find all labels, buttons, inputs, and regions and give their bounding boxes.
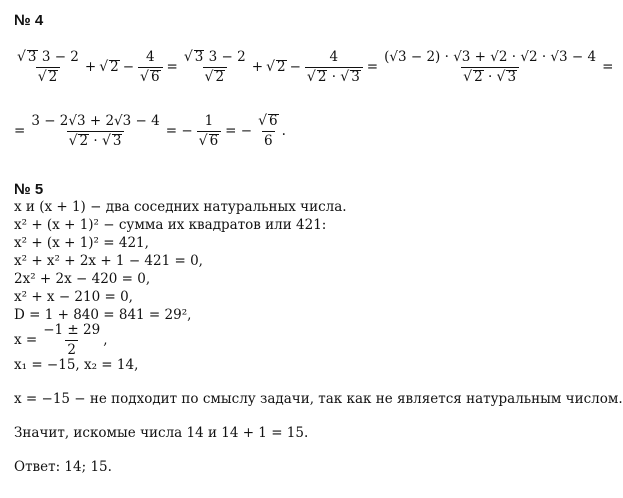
fraction-a-numerator: 3 − 2 [41,48,79,65]
line-11: Значит, искомые числа 14 и 14 + 1 = 15. [14,425,309,441]
fraction-f-numerator: 3 − 2√3 + 2√3 − 4 [31,112,160,129]
dot: · [89,132,102,149]
line-7: D = 1 + 840 = 841 = 29², [14,307,192,323]
fraction-e-den-right: 3 [507,68,517,85]
fraction-g: $\frac{1}{√ 6}$ [197,114,222,149]
line-10: x = −15 − не подходит по смыслу задачи, так как не является натуральным числом. [14,391,623,407]
fraction-b: $\frac{4}{√ 6}$ [138,50,163,85]
line-2: x² + (x + 1)² − сумма их квадратов или 421: [14,217,327,233]
fraction-c-denominator: 2 [215,68,225,85]
line-12-answer: Ответ: 14; 15. [14,459,112,475]
roots-numerator: −1 ± 29 [43,321,101,338]
line-4: x² + x² + 2x + 1 − 421 = 0, [14,253,203,269]
line-1: x и (x + 1) − два соседних натуральных числа. [14,199,347,215]
equation-line-2 [14,107,286,155]
fraction-b-numerator: 4 [145,48,155,65]
fraction-f-den-right: 3 [112,132,122,149]
fraction-h: $\frac{√ 6}{6}$ [258,112,278,149]
roots-denominator: 2 [67,341,76,358]
fraction-h-denominator: 6 [264,132,273,149]
equals-minus-sign: = − [225,123,253,139]
fraction-c: $\frac{√ 3 3 - 2}{√ 2}$ [183,48,246,85]
line-9: x₁ = −15, x₂ = 14, [14,357,139,373]
sqrt-term: 2 [110,59,119,75]
fraction-f-den-left: 2 [79,132,89,149]
fraction-b-denominator: 6 [150,68,160,85]
line-5: 2x² + 2x − 420 = 0, [14,271,151,287]
fraction-c-numerator: 3 − 2 [208,48,246,65]
fraction-d-den-left: 2 [317,68,327,85]
fraction-e-numerator: (√3 − 2) · √3 + √2 · √2 · √3 − 4 [384,48,597,65]
period: . [281,123,286,139]
heading-no5: № 5 [14,181,44,198]
equals-sign: = [166,59,178,75]
equals-minus-sign: = − [165,123,193,139]
minus-sign: − [289,59,301,75]
equals-sign: = [14,123,26,139]
fraction-g-numerator: 1 [204,112,214,129]
line-8-fraction [14,321,108,359]
dot: · [327,68,341,85]
dot: · [483,68,497,85]
equation-line-1: $\frac{√ 3 3 - 2}{√ 2}$ + √ 2 − $\frac{4}{√ 6}$ = $\frac{√ 3 3 - 2}{√ 2}$ + √ 2 − $\frac{4}{√ 2 \cdot √ 3}$ = $\frac{(√3 - 2) \cdot √3 + √2 \cdot √2 \cdot √3 - 4}{√ 2 \cdot √ 3}$ = [17,48,614,85]
fraction-g-denominator: 6 [209,132,219,149]
fraction-f: $\frac{3 - 2√3 + 2√3 - 4}{√ 2 \cdot √ 3}$ [31,112,160,149]
fraction-d-numerator: 4 [329,48,339,65]
fraction-h-numerator: 6 [269,112,278,129]
fraction-e-den-left: 2 [474,68,483,85]
line-3: x² + (x + 1)² = 421, [14,235,149,251]
minus-sign: − [122,59,135,75]
fraction-a-denominator: 2 [48,68,58,85]
x-equals: x = [14,332,38,348]
fraction-d: $\frac{4}{√ 2 \cdot √ 3}$ [305,50,363,85]
plus-sign: + [251,59,264,75]
equals-sign: = [602,59,614,75]
fraction-a: $\frac{√ 3 3 - 2}{√ 2}$ [17,48,79,85]
equals-sign: = [366,59,379,75]
roots-fraction [41,323,102,358]
heading-no4: № 4 [14,12,44,29]
line-6: x² + x − 210 = 0, [14,289,133,305]
comma: , [103,332,108,348]
fraction-e: $\frac{(√3 - 2) \cdot √3 + √2 \cdot √2 \cdot √3 - 4}{√ 2 \cdot √ 3}$ [384,48,597,85]
sqrt-term: 2 [276,59,286,75]
fraction-d-den-right: 3 [351,68,360,85]
plus-sign: + [84,59,97,75]
